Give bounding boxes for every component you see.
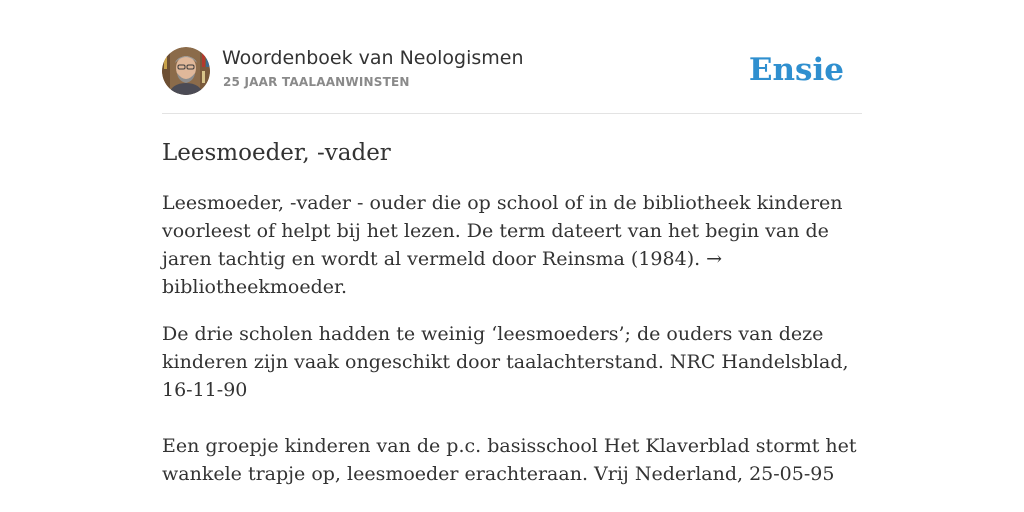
author-name[interactable]: Woordenboek van Neologismen	[222, 47, 524, 69]
entry-quote: De drie scholen hadden te weinig ‘leesmoeders’; de ouders van deze kinderen zijn vaak ongeschikt door taalachterstand. NRC Handelsblad, 16-11-90	[162, 323, 849, 401]
author-avatar[interactable]	[162, 47, 210, 95]
entry-quote: Een groepje kinderen van de p.c. basisschool Het Klaverblad stormt het wankele trapje op, leesmoeder erachteraan. Vrij Nederland, 25-05-95	[162, 435, 857, 485]
entry-title: Leesmoeder, -vader	[162, 140, 391, 166]
ensie-logo-link[interactable]: Ensie	[748, 52, 844, 88]
entry-header	[162, 46, 862, 96]
author-subtitle: 25 JAAR TAALAANWINSTEN	[223, 75, 410, 89]
header-divider	[162, 113, 862, 114]
entry-body	[162, 189, 870, 488]
entry-definition: Leesmoeder, -vader - ouder die op school of in de bibliotheek kinderen voorleest of helpt bij het lezen. De term dateert van het begin van de jaren tachtig en wordt al vermeld door Reinsma (1984). → bibliotheekmoeder.	[162, 192, 843, 298]
